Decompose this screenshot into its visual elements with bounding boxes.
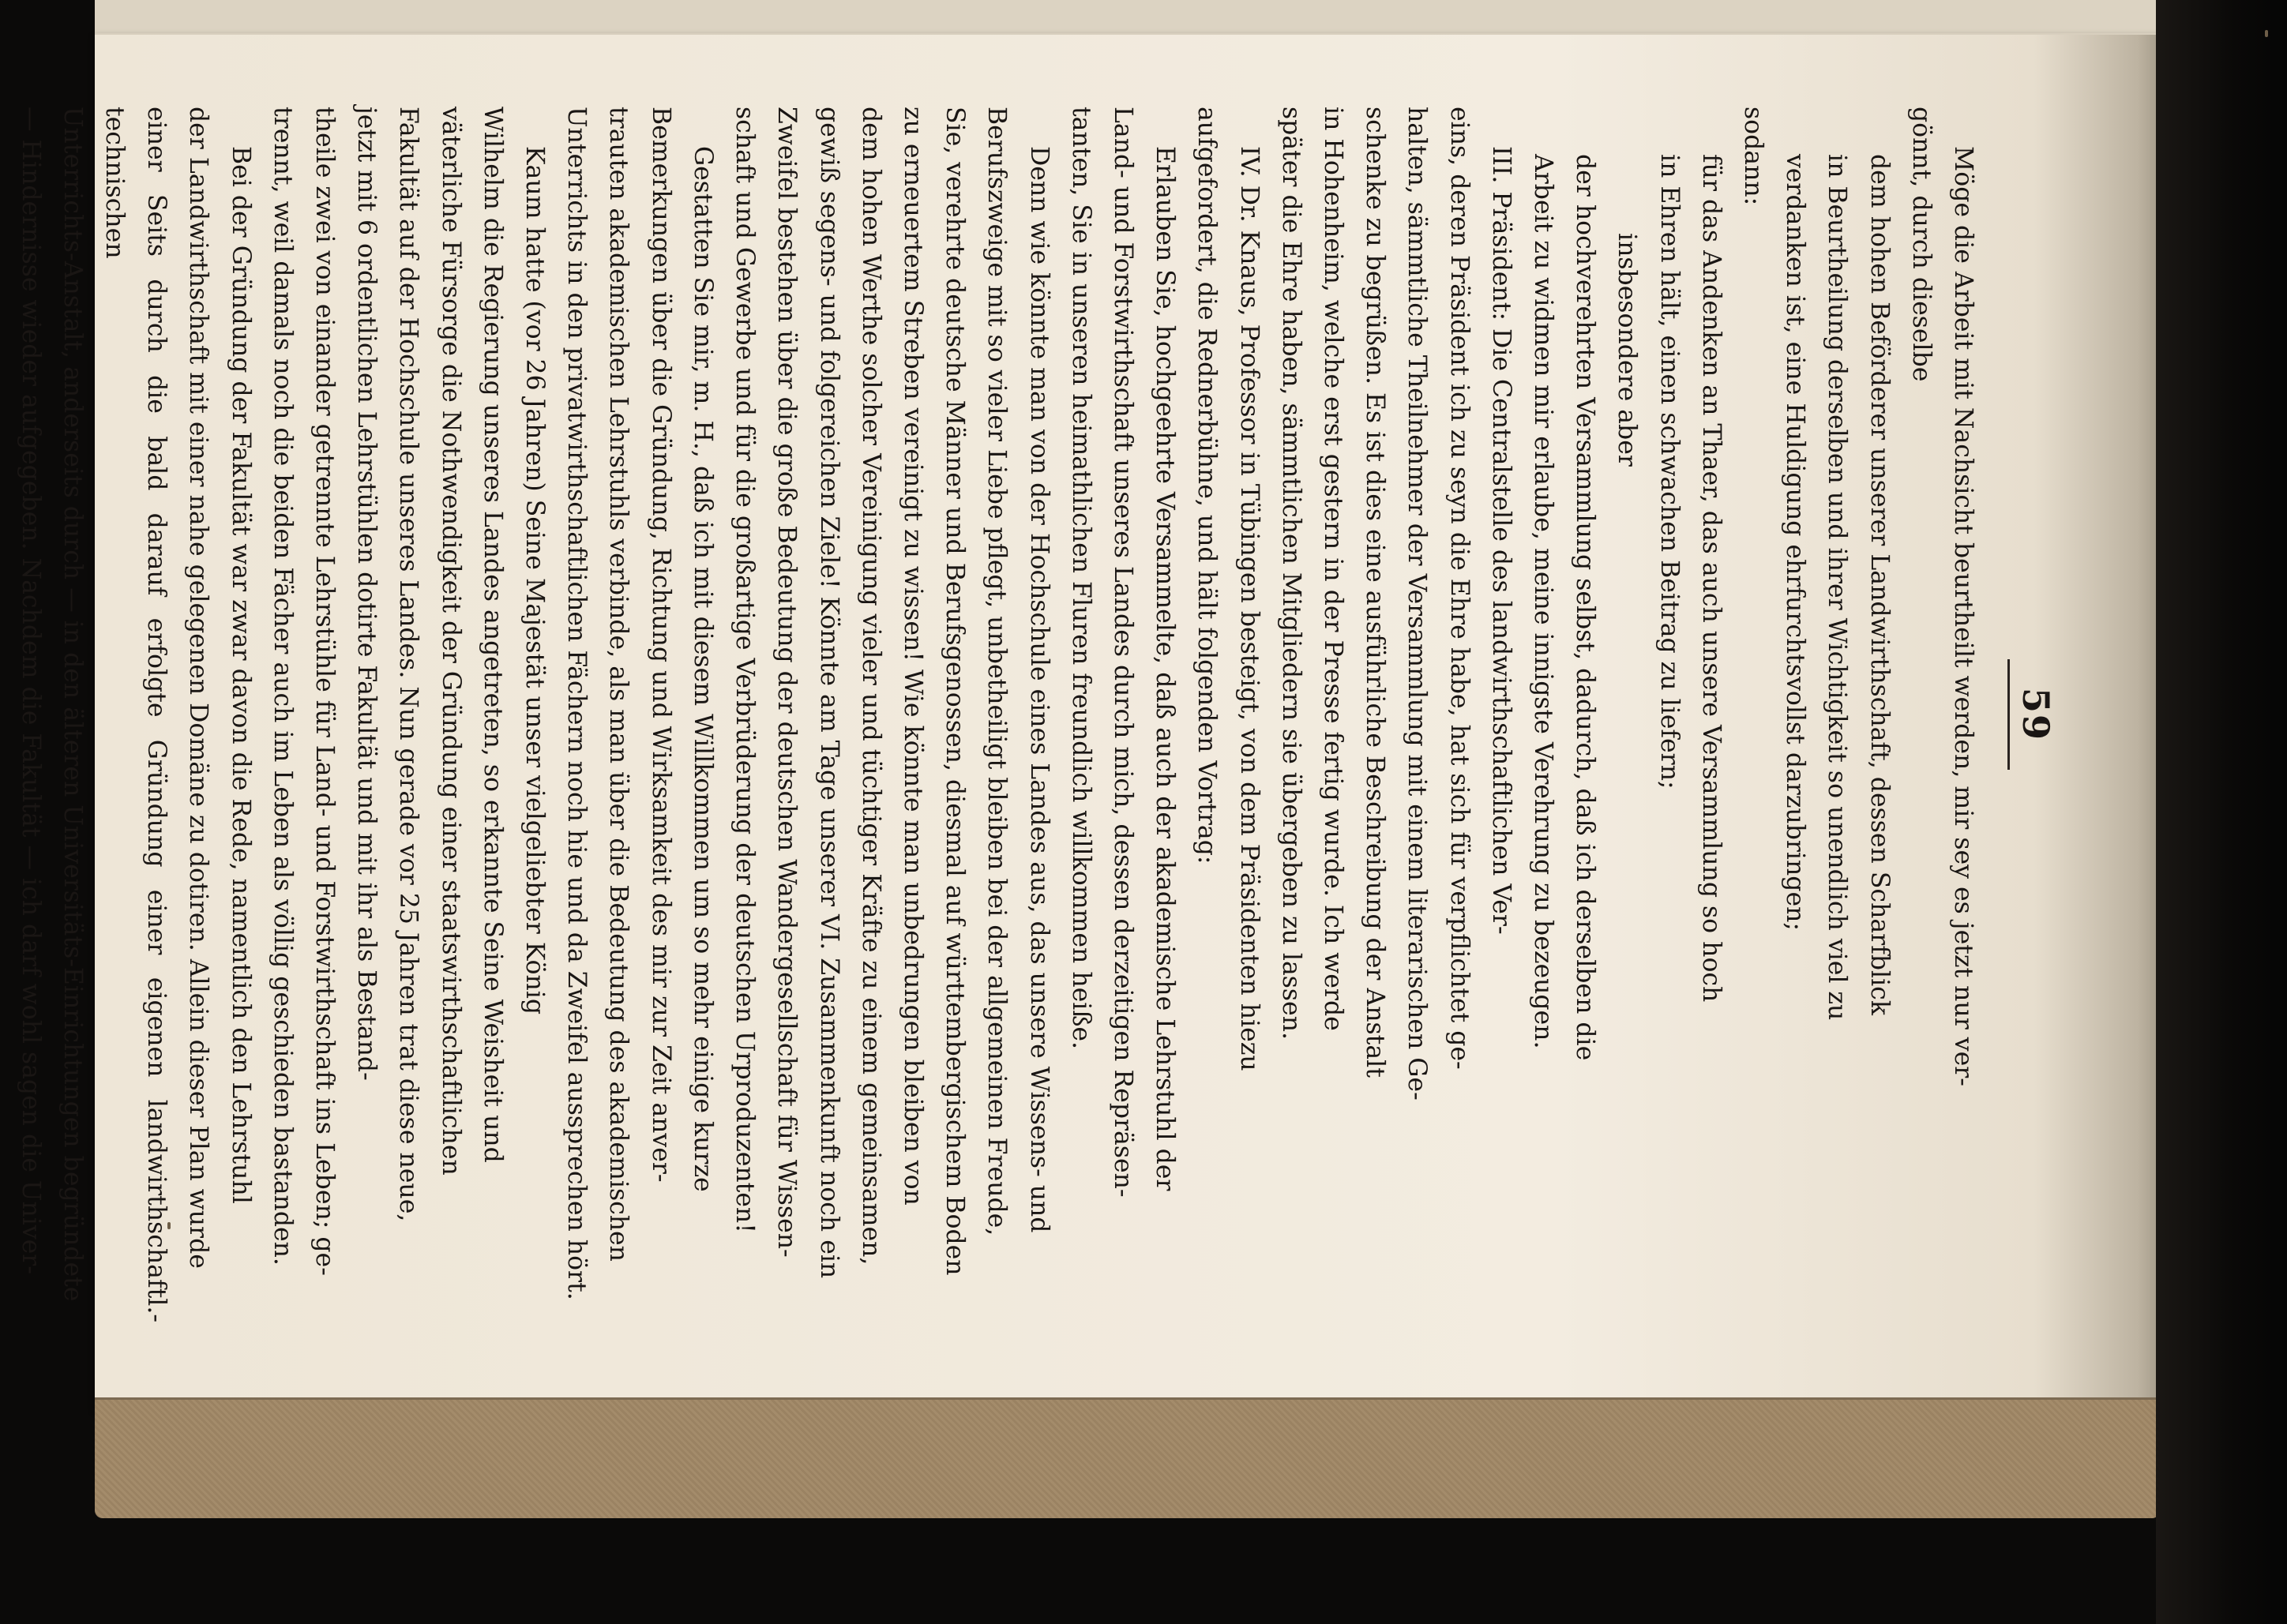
text-line: Zweifel bestehen über die große Bedeutung der deutschen Wandergesellschaft für Wissen- — [772, 107, 802, 1258]
text-line: sodann: — [1738, 107, 1767, 206]
text-line: einer Seits durch die bald darauf erfolgte Gründung einer eigenen landwirthschaftl.-technischen — [100, 107, 171, 1322]
text-line: tanten, Sie in unseren heimathlichen Fluren freundlich willkommen heiße. — [1066, 107, 1095, 1050]
text-line: der hochverehrten Versammlung selbst, dadurch, daß ich derselben die — [1571, 154, 1600, 1061]
page-number-rule — [2007, 659, 2010, 770]
text-line: — Hindernisse wieder aufgegeben. Nachdem die Fakultät — ich darf wohl sagen die Univer- — [16, 107, 45, 1274]
page-number: 59 — [2015, 687, 2057, 741]
text-line: verdanken ist, eine Huldigung ehrfurchtsvollst darzubringen; — [1781, 154, 1810, 931]
body-text — [9, 107, 1984, 1322]
text-line: Land- und Forstwirthschaft unseres Landes durch mich, dessen derzeitigen Repräsen- — [1108, 107, 1137, 1198]
text-line: schenke zu begrüßen. Es ist dies eine ausführliche Beschreibung der Anstalt — [1361, 107, 1390, 1078]
book-spine-shadow — [2156, 0, 2287, 1624]
text-line: Unterrichts in den privatwirthschaftlichen Fächern noch hie und da Zweifel aussprechen hört. — [562, 107, 591, 1300]
text-line: zu erneuertem Streben vereinigt zu wissen! Wie könnte man unbedrungen bleiben von — [898, 107, 927, 1206]
text-line: eins, deren Präsident ich zu seyn die Ehre habe, hat sich für verpflichtet ge- — [1444, 107, 1474, 1070]
text-line: Bei der Gründung der Fakultät war zwar davon die Rede, namentlich den Lehrstuhl — [226, 146, 255, 1204]
section-heading: IV. Dr. Knaus, Professor in Tübingen besteigt, von dem Präsidenten hiezu — [1234, 146, 1264, 1071]
text-line: väterliche Fürsorge die Nothwendigkeit der Gründung einer staatswirthschaftlichen — [436, 107, 465, 1176]
text-line: schaft und Gewerbe und für die großartige Verbrüderung der deutschen Urproduzenten! — [730, 107, 760, 1233]
text-line: später die Ehre haben, sämmtlichen Mitgliedern sie übergeben zu lassen. — [1276, 107, 1305, 1041]
text-line: Denn wie könnte man von der Hochschule eines Landes aus, das unsere Wissens- und — [1024, 146, 1053, 1233]
rotated-page-content — [16, 107, 2057, 1322]
book-cover-edge — [95, 1397, 2160, 1518]
section-heading: III. Präsident: Die Centralstelle des landwirthschaftlichen Ver- — [1486, 146, 1515, 935]
text-line: insbesondere aber — [1613, 233, 1642, 467]
text-line: Erlauben Sie, hochgeehrte Versammelte, daß auch der akademische Lehrstuhl der — [1151, 146, 1180, 1191]
text-line: in Beurtheilung derselben und ihrer Wichtigkeit so unendlich viel zu — [1823, 154, 1852, 1021]
text-line: jetzt mit 6 ordentlichen Lehrstühlen dotirte Fakultät und mit ihr als Bestand- — [352, 107, 381, 1081]
text-line: Berufszweige mit so vieler Liebe pflegt, unbetheiligt bleiben bei der allgemeinen Freude, — [982, 107, 1012, 1236]
text-line: Arbeit zu widmen mir erlaube, meine innigste Verehrung zu bezeugen. — [1528, 154, 1557, 1049]
ink-speck — [2265, 30, 2268, 37]
text-line: Kaum hatte (vor 26 Jahren) Seine Majestät unser vielgeliebter König — [520, 146, 550, 1015]
text-line: gewiß segens- und folgereichen Ziele! Könnte am Tage unserer VI. Zusammenkunft noch ein — [814, 107, 843, 1279]
text-line: in Ehren hält, einen schwachen Beitrag zu liefern; — [1654, 154, 1684, 789]
text-line: in Hohenheim, welche erst gestern in der Presse fertig wurde. Ich werde — [1318, 107, 1347, 1031]
text-line: Gestatten Sie mir, m. H., daß ich mit diesem Willkommen um so mehr einige kurze — [688, 146, 717, 1192]
text-line: der Landwirthschaft mit einer nahe gelegenen Domäne zu dotiren. Allein dieser Plan wurde — [184, 107, 213, 1269]
text-line: Bemerkungen über die Gründung, Richtung und Wirksamkeit des mir zur Zeit anver- — [646, 107, 675, 1183]
text-line: Fakultät auf der Hochschule unseres Landes. Nun gerade vor 25 Jahren trat diese neue, — [394, 107, 423, 1222]
text-line: halten, sämmtliche Theilnehmer der Versammlung mit einem literarischen Ge- — [1403, 107, 1432, 1101]
text-line: für das Andenken an Thaer, das auch unsere Versammlung so hoch — [1696, 154, 1726, 1003]
text-line: trennt, weil damals noch die beiden Fächer auch im Leben als völlig geschieden bastanden. — [268, 107, 297, 1266]
text-line: Möge die Arbeit mit Nachsicht beurtheilt werden, mir sey es jetzt nur ver- — [1949, 146, 1977, 1086]
text-line: Wilhelm die Regierung unseres Landes angetreten, so erkannte Seine Weisheit und — [478, 107, 507, 1163]
text-line: Unterrichts-Anstalt, anderseits durch — in den älteren Universitäts-Einrichtungen begründete — [58, 107, 87, 1302]
text-line: gönnt, durch dieselbe — [1906, 107, 1936, 382]
text-line: aufgefordert, die Rednerbühne, und hält folgenden Vortrag: — [1192, 107, 1222, 865]
text-line: Sie, verehrte deutsche Männer und Berufsgenossen, diesmal auf württembergischem Boden — [941, 107, 970, 1276]
text-line: dem hohen Werthe solcher Vereinigung vieler und tüchtiger Kräfte zu einem gemeinsamen, — [856, 107, 885, 1266]
page-top-edge — [95, 0, 2164, 35]
text-line: dem hohen Beförderer unserer Landwirthschaft, dessen Scharfblick — [1865, 154, 1894, 1015]
text-line: trauten akademischen Lehrstuhls verbinde, als man über die Bedeutung des akademischen — [604, 107, 633, 1262]
text-line: theile zwei von einander getrennte Lehrstühle für Land- und Forstwirthschaft ins Leben; ge- — [310, 107, 340, 1276]
